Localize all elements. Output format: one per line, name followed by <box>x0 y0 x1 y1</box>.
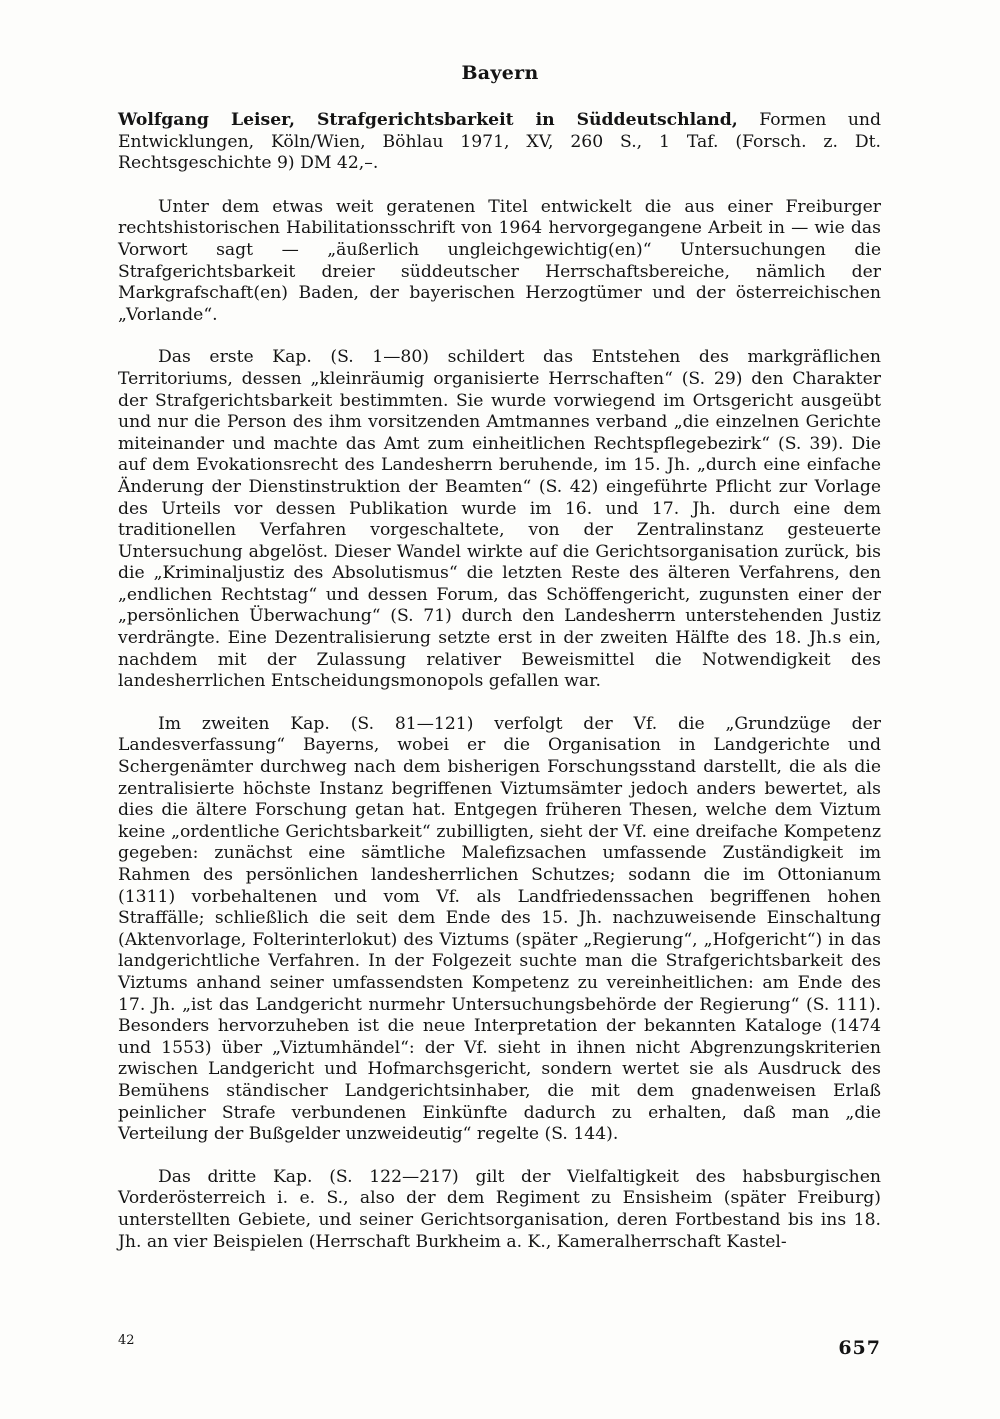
reference-author-title: Wolfgang Leiser, Strafgerichtsbarkeit in Süddeutschland, <box>118 110 738 130</box>
review-body <box>118 110 881 1253</box>
bibliographic-reference <box>118 110 881 175</box>
page-number: 657 <box>838 1337 881 1359</box>
signature-mark: 42 <box>118 1333 135 1348</box>
paragraph-chapter-three: Das dritte Kap. (S. 122—217) gilt der Vielfaltigkeit des habsburgischen Vorderösterreich i. e. S., also der dem Regiment zu Ensisheim (später Freiburg) unterstellten Gebiete, und seiner Gerichtsorganisation, deren Fortbestand bis ins 18. Jh. an vier Beispielen (Herrschaft Burkheim a. K., Kameralherrschaft Kastel- <box>118 1166 881 1252</box>
reference-details: Formen und Entwicklungen, Köln/Wien, Böhlau 1971, XV, 260 S., 1 Taf. (Forsch. z. Dt. Rechtsgeschichte 9) DM 42,–. <box>118 110 881 174</box>
paragraph-chapter-one: Das erste Kap. (S. 1—80) schildert das Entstehen des markgräflichen Territoriums, dessen „kleinräumig organisierte Herrschaften“ (S. 29) den Charakter der Strafgerichtsbarkeit bestimmten. Sie wurde vorwiegend im Ortsgericht ausgeübt und nur die Person des ihm vorsitzenden Amtmannes verband „die einzelnen Gerichte miteinander und machte das Amt zum einheitlichen Rechtspflegebezirk“ (S. 39). Die auf dem Evokationsrecht des Landesherrn beruhende, im 15. Jh. „durch eine einfache Änderung der Dienstinstruktion der Beamten“ (S. 42) eingeführte Pflicht zur Vorlage des Urteils vor dessen Publikation wurde im 16. und 17. Jh. durch eine dem traditionellen Verfahren vorgeschaltete, von der Zentralinstanz gesteuerte Untersuchung abgelöst. Dieser Wandel wirkte auf die Gerichtsorganisation zurück, bis die „Kriminaljustiz des Absolutismus“ die letzten Reste des älteren Verfahrens, den „endlichen Rechtstag“ und dessen Forum, das Schöffengericht, zugunsten einer der „persönlichen Überwachung“ (S. 71) durch den Landesherrn unterstehenden Justiz verdrängte. Eine Dezentralisierung setzte erst in der zweiten Hälfte des 18. Jh.s ein, nachdem mit der Zulassung relativer Beweismittel die Notwendigkeit des landesherrlichen Entscheidungsmonopols gefallen war. <box>118 347 881 692</box>
paragraph-chapter-two: Im zweiten Kap. (S. 81—121) verfolgt der Vf. die „Grundzüge der Landesverfassung“ Bayerns, wobei er die Organisation in Landgerichte und Schergenämter durchweg nach dem bisherigen Forschungsstand darstellt, die als die zentralisierte höchste Instanz begriffenen Viztumsämter jedoch anders bewertet, als dies die ältere Forschung getan hat. Entgegen früheren Thesen, welche dem Viztum keine „ordentliche Gerichtsbarkeit“ zubilligten, sieht der Vf. eine dreifache Kompetenz gegeben: zunächst eine sämtliche Malefizsachen umfassende Zuständigkeit im Rahmen des persönlichen landesherrlichen Schutzes; sodann die im Ottonianum (1311) vorbehaltenen und vom Vf. als Landfriedenssachen begriffenen hohen Straffälle; schließlich die seit dem Ende des 15. Jh. nachzuweisende Einschaltung (Aktenvorlage, Folterinterlokut) des Viztums (später „Regierung“, „Hofgericht“) in das landgerichtliche Verfahren. In der Folgezeit suchte man die Strafgerichtsbarkeit des Viztums anhand seiner umfassendsten Kompetenz zu vereinheitlichen: am Ende des 17. Jh. „ist das Landgericht nurmehr Untersuchungsbehörde der Regierung“ (S. 111). Besonders hervorzuheben ist die neue Interpretation der bekannten Kataloge (1474 und 1553) über „Viztumhändel“: der Vf. sieht in ihnen nicht Abgrenzungskriterien zwischen Landgericht und Hofmarchsgericht, sondern wertet sie als Ausdruck des Bemühens ständischer Landgerichtsinhaber, die mit dem gnadenweisen Erlaß peinlicher Strafe verbundenen Einkünfte dadurch zu erhalten, daß man „die Verteilung der Bußgelder unzweideutig“ regelte (S. 144). <box>118 713 881 1145</box>
paragraph-intro: Unter dem etwas weit geratenen Titel entwickelt die aus einer Freiburger rechtshistorischen Habilitationsschrift von 1964 hervorgegangene Arbeit in — wie das Vorwort sagt — „äußerlich ungleichgewichtig(en)“ Untersuchungen die Strafgerichtsbarkeit dreier süddeutscher Herrschaftsbereiche, nämlich der Markgrafschaft(en) Baden, der bayerischen Herzogtümer und der österreichischen „Vorlande“. <box>118 196 881 325</box>
running-title: Bayern <box>461 62 539 84</box>
